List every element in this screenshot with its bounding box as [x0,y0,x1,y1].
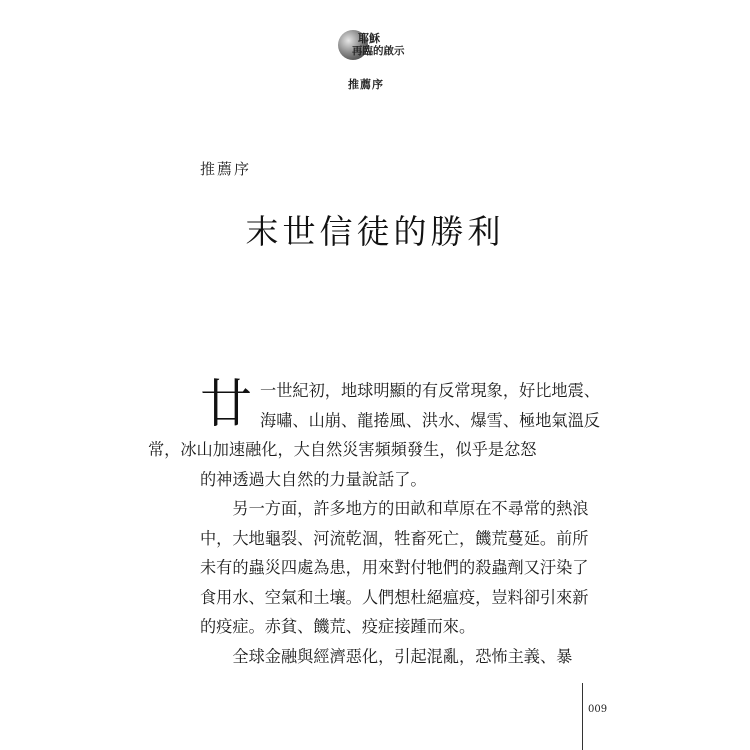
text-line: 另一方面，許多地方的田畝和草原在不尋常的熱浪 [232,499,589,518]
book-logo [338,28,405,68]
text-line: 一世紀初，地球明顯的有反常現象，好比地震、 [260,381,600,400]
running-head: 推薦序 [348,78,384,91]
text-line: 中，大地龜裂、河流乾涸，牲畜死亡，饑荒蔓延。前所 [200,528,589,548]
text-line: 未有的蟲災四處為患，用來對付牠們的殺蟲劑又汙染了 [200,558,589,577]
text-line: 海嘯、山崩、龍捲風、洪水、爆雪、極地氣溫反 [260,410,600,430]
paragraph [200,642,573,672]
text-line: 食用水、空氣和土壤。人們想杜絕瘟疫，豈料卻引來新 [200,587,589,607]
text-line: 的神透過大自然的力量說話了。 [200,469,427,489]
text-line: 全球金融與經濟惡化，引起混亂，恐怖主義、暴 [232,646,573,666]
logo-title-line2: 再臨的啟示 [352,45,405,57]
page-number: 009 [588,704,608,715]
text-line: 常，冰山加速融化，大自然災害頻頻發生，似乎是忿怒 [148,440,537,459]
drop-cap: 廿 [200,375,253,435]
body-text [148,375,600,671]
logo-title-line1: 耶穌 [358,32,380,45]
paragraph [200,494,589,642]
paragraph [148,376,600,494]
chapter-title: 末世信徒的勝利 [245,212,505,251]
margin-rule [582,683,583,750]
text-line: 的疫症。赤貧、饑荒、疫症接踵而來。 [200,617,476,636]
section-label: 推薦序 [200,160,252,178]
